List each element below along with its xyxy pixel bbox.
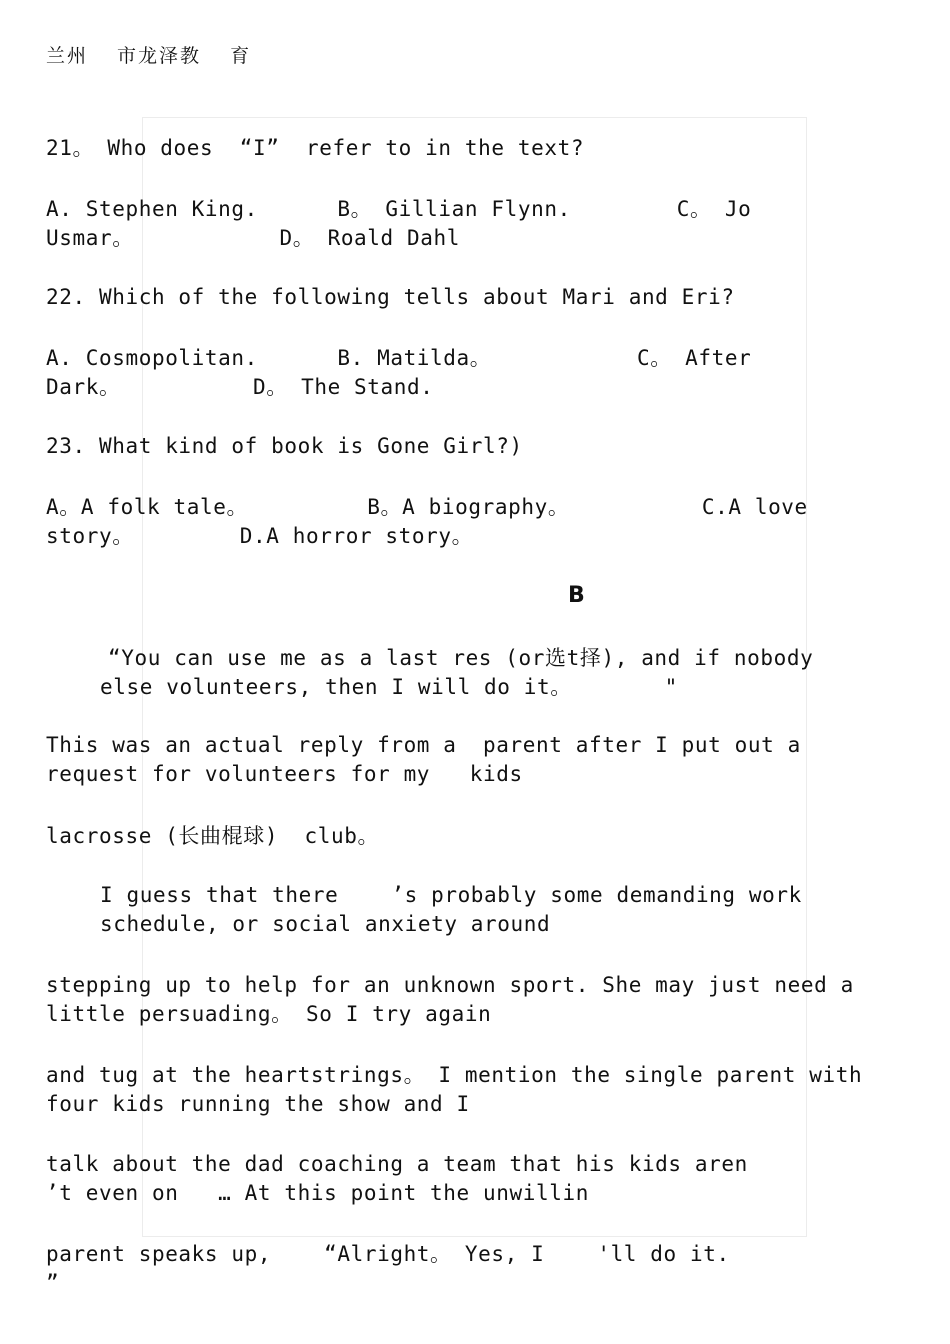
passage-line: I guess that there ’s probably some demanding work [100, 883, 802, 907]
question-23-options-line1: A。A folk tale。 B。A biography。 C.A love [46, 495, 808, 519]
question-21-options-line2: Usmar。 D。 Roald Dahl [46, 226, 461, 250]
passage-line: ” [46, 1271, 60, 1295]
passage-line: ’t even on … At this point the unwillin [46, 1181, 589, 1205]
section-title: B [568, 583, 586, 608]
passage-line: parent speaks up, “Alright。 Yes, I 'll do it. [46, 1242, 730, 1266]
header-school-name: 兰州 市龙泽教 育 [46, 45, 252, 67]
passage-line: request for volunteers for my kids [46, 762, 523, 786]
passage-line: talk about the dad coaching a team that his kids aren [46, 1152, 748, 1176]
passage-line: and tug at the heartstrings。 I mention the single parent with [46, 1063, 863, 1087]
question-23-stem: 23. What kind of book is Gone Girl?) [46, 434, 523, 458]
passage-line: schedule, or social anxiety around [100, 912, 551, 936]
question-22-options-line1: A. Cosmopolitan. B. Matilda。 C。 After [46, 346, 752, 370]
question-21-options-line1: A. Stephen King. B。 Gillian Flynn. C。 Jo [46, 197, 752, 221]
passage-line: “You can use me as a last res (or选t择), and if nobody [108, 646, 814, 670]
question-22-stem: 22. Which of the following tells about Mari and Eri? [46, 285, 735, 309]
question-21-stem: 21。 Who does “I” refer to in the text? [46, 136, 585, 160]
passage-line: This was an actual reply from a parent after I put out a [46, 733, 801, 757]
passage-line: little persuading。 So I try again [46, 1002, 492, 1026]
passage-line: stepping up to help for an unknown sport. She may just need a [46, 973, 854, 997]
passage-line: lacrosse (长曲棍球) club。 [46, 824, 380, 848]
passage-line: four kids running the show and I [46, 1092, 470, 1116]
question-23-options-line2: story。 D.A horror story。 [46, 524, 474, 548]
question-22-options-line2: Dark。 D。 The Stand. [46, 375, 434, 399]
passage-line: else volunteers, then I will do it。 " [100, 675, 678, 699]
